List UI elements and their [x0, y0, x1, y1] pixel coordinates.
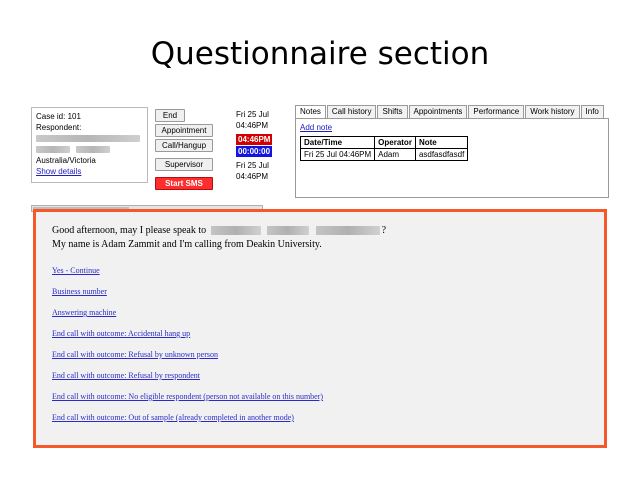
greeting-suffix: ?	[381, 225, 387, 236]
call-hangup-button[interactable]: Call/Hangup	[155, 139, 213, 152]
tab-shifts[interactable]: Shifts	[377, 105, 407, 118]
case-details-panel	[31, 107, 148, 183]
tab-appointments[interactable]: Appointments	[409, 105, 468, 118]
current-time: 04:46PM	[236, 121, 269, 130]
cell-datetime: Fri 25 Jul 04:46PM	[301, 149, 375, 161]
top-panel	[31, 105, 609, 207]
case-location: Australia/Victoria	[36, 156, 96, 165]
column-header-operator: Operator	[375, 137, 416, 149]
page-title: Questionnaire section	[150, 36, 490, 72]
option-business-number[interactable]: Business number	[52, 287, 107, 296]
questionnaire-section	[33, 209, 607, 448]
add-note-link[interactable]: Add note	[300, 123, 333, 132]
notes-table	[300, 136, 468, 161]
redaction-bar	[211, 226, 261, 235]
appointment-button[interactable]: Appointment	[155, 124, 213, 137]
cell-operator: Adam	[375, 149, 416, 161]
application-screenshot	[31, 105, 609, 450]
call-time: 04:46PM	[236, 172, 269, 181]
current-date: Fri 25 Jul	[236, 110, 269, 119]
tab-performance[interactable]: Performance	[468, 105, 524, 118]
start-sms-button[interactable]: Start SMS	[155, 177, 213, 190]
respondent-phone-redacted	[36, 144, 143, 155]
option-accidental-hangup[interactable]: End call with outcome: Accidental hang up	[52, 329, 191, 338]
respondent-name-redacted	[36, 133, 143, 144]
tab-work-history[interactable]: Work history	[525, 105, 579, 118]
redaction-bar	[316, 226, 380, 235]
end-button[interactable]: End	[155, 109, 185, 122]
notes-tab-body	[295, 118, 609, 198]
option-refusal-unknown-person[interactable]: End call with outcome: Refusal by unknown person	[52, 350, 218, 359]
respondent-label: Respondent:	[36, 123, 82, 132]
tabstrip	[295, 105, 609, 118]
option-yes-continue[interactable]: Yes - Continue	[52, 266, 100, 275]
supervisor-button[interactable]: Supervisor	[155, 158, 213, 171]
redaction-bar	[76, 146, 110, 153]
redaction-bar	[36, 146, 70, 153]
column-header-note: Note	[415, 137, 467, 149]
option-answering-machine[interactable]: Answering machine	[52, 308, 117, 317]
option-no-eligible-respondent[interactable]: End call with outcome: No eligible respondent (person not available on this number)	[52, 392, 324, 401]
tab-panel	[295, 105, 609, 205]
tab-info[interactable]: Info	[581, 105, 604, 118]
redaction-bar	[267, 226, 309, 235]
time-column	[236, 109, 292, 182]
table-row[interactable]	[301, 149, 468, 161]
redaction-bar	[36, 135, 140, 142]
column-header-datetime: Date/Time	[301, 137, 375, 149]
tab-call-history[interactable]: Call history	[327, 105, 377, 118]
tab-notes[interactable]: Notes	[295, 105, 326, 118]
call-timer-blue: 00:00:00	[238, 147, 271, 156]
option-refusal-respondent[interactable]: End call with outcome: Refusal by respondent	[52, 371, 200, 380]
greeting-prefix: Good afternoon, may I please speak to	[52, 225, 207, 236]
call-date: Fri 25 Jul	[236, 161, 269, 170]
option-out-of-sample[interactable]: End call with outcome: Out of sample (already completed in another mode)	[52, 413, 294, 422]
show-details-link[interactable]: Show details	[36, 167, 82, 176]
questionnaire-intro: My name is Adam Zammit and I'm calling from Deakin University.	[52, 239, 322, 250]
call-timer-red: 04:46PM	[238, 135, 271, 144]
action-button-column	[155, 109, 215, 192]
table-header-row	[301, 137, 468, 149]
case-id: Case id: 101	[36, 112, 81, 121]
questionnaire-options	[52, 266, 588, 422]
cell-note: asdfasdfasdf	[415, 149, 467, 161]
questionnaire-greeting	[52, 224, 588, 238]
